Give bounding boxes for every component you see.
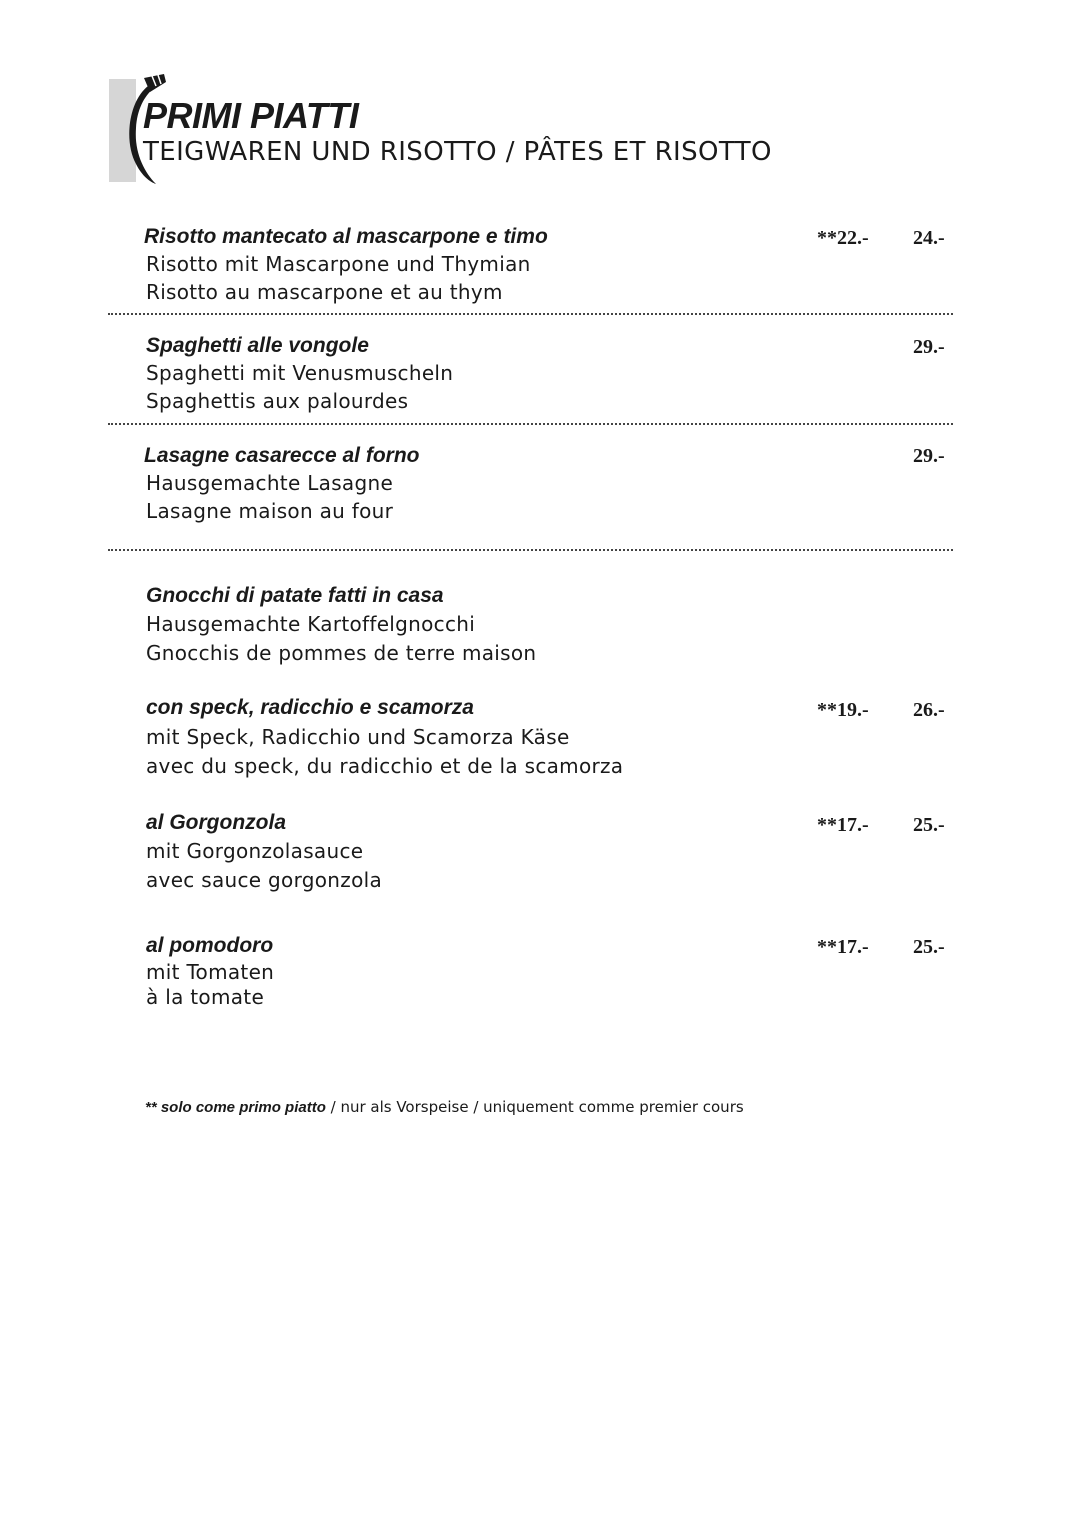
footnote <box>145 1097 744 1118</box>
dish-name-speck: con speck, radicchio e scamorza <box>146 696 474 719</box>
dotted-divider <box>108 549 953 551</box>
dish-name-pomodoro: al pomodoro <box>146 934 274 957</box>
price-starter-gorgonzola: **17.- <box>817 814 869 836</box>
dish-desc-de-speck: mit Speck, Radicchio und Scamorza Käse <box>146 725 570 749</box>
price-speck: 26.- <box>913 699 945 721</box>
dish-name-gnocchi: Gnocchi di patate fatti in casa <box>146 584 444 607</box>
dish-desc-de-gnocchi: Hausgemachte Kartoffelgnocchi <box>146 612 476 636</box>
dish-desc-fr-gorgonzola: avec sauce gorgonzola <box>146 868 383 892</box>
dish-desc-de-lasagne: Hausgemachte Lasagne <box>146 471 394 495</box>
dotted-divider <box>108 313 953 315</box>
price-starter-pomodoro: **17.- <box>817 936 869 958</box>
dish-desc-de-risotto: Risotto mit Mascarpone und Thymian <box>146 252 531 276</box>
dish-name-spaghetti: Spaghetti alle vongole <box>146 334 369 357</box>
dish-desc-de-spaghetti: Spaghetti mit Venusmuscheln <box>146 361 454 385</box>
dish-desc-de-pomodoro: mit Tomaten <box>146 960 275 984</box>
dish-name-lasagne: Lasagne casarecce al forno <box>144 444 420 467</box>
dish-desc-fr-pomodoro: à la tomate <box>146 985 265 1009</box>
dish-desc-fr-speck: avec du speck, du radicchio et de la scamorza <box>146 754 624 778</box>
page-subtitle: TEIGWAREN UND RISOTTO / PÂTES ET RISOTTO <box>143 137 772 167</box>
page-title: PRIMI PIATTI <box>143 95 359 136</box>
price-starter-speck: **19.- <box>817 699 869 721</box>
dish-desc-fr-risotto: Risotto au mascarpone et au thym <box>146 280 503 304</box>
price-gorgonzola: 25.- <box>913 814 945 836</box>
dotted-divider <box>108 423 953 425</box>
price-risotto: 24.- <box>913 227 945 249</box>
footnote-italian: ** solo come primo piatto <box>145 1099 326 1116</box>
dish-desc-fr-gnocchi: Gnocchis de pommes de terre maison <box>146 641 537 665</box>
dish-name-gorgonzola: al Gorgonzola <box>146 811 287 834</box>
price-spaghetti: 29.- <box>913 336 945 358</box>
dish-name-risotto: Risotto mantecato al mascarpone e timo <box>144 225 548 248</box>
price-starter-risotto: **22.- <box>817 227 869 249</box>
dish-desc-fr-lasagne: Lasagne maison au four <box>146 499 394 523</box>
price-pomodoro: 25.- <box>913 936 945 958</box>
price-lasagne: 29.- <box>913 445 945 467</box>
dish-desc-de-gorgonzola: mit Gorgonzolasauce <box>146 839 364 863</box>
dish-desc-fr-spaghetti: Spaghettis aux palourdes <box>146 389 409 413</box>
footnote-translations: / nur als Vorspeise / uniquement comme premier cours <box>325 1098 744 1116</box>
